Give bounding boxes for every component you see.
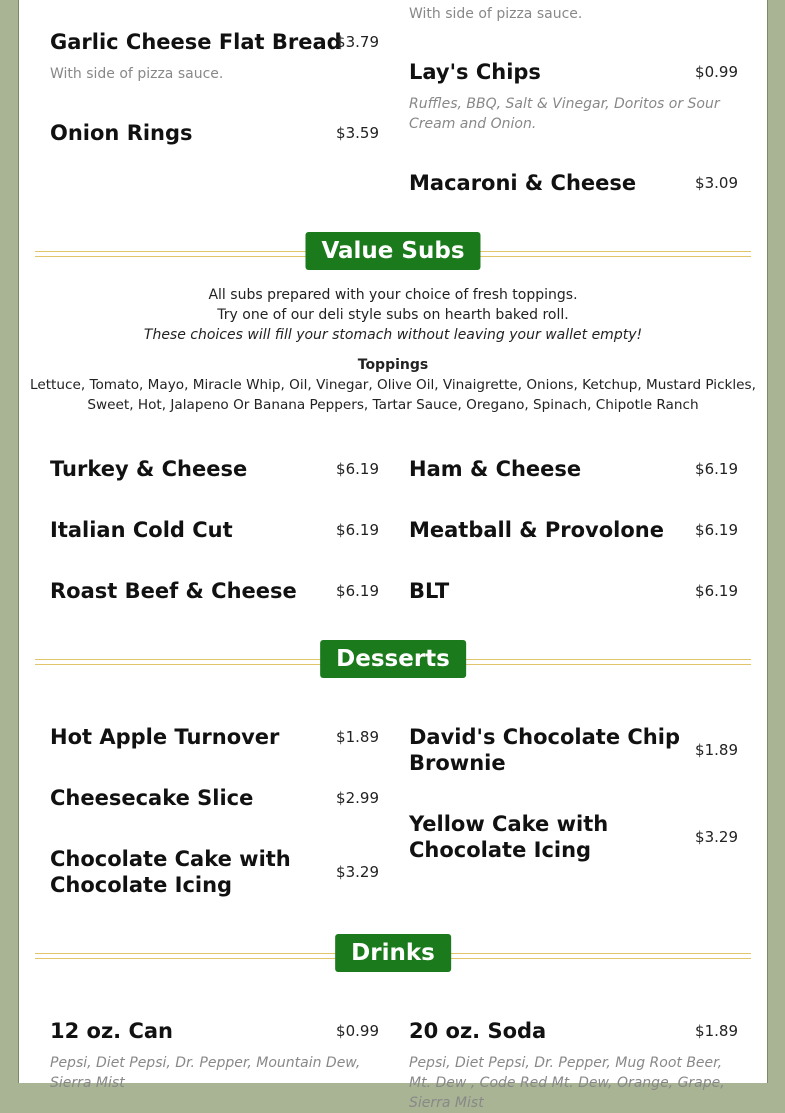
item-price: $3.09	[695, 174, 738, 192]
item-name-line-2: Chocolate Icing	[409, 838, 592, 862]
item-name: Macaroni & Cheese	[409, 171, 637, 195]
section-intro: Try one of our deli style subs on hearth baked roll.	[217, 307, 569, 323]
item-price: $3.29	[336, 863, 379, 881]
item-name: Turkey & Cheese	[50, 457, 248, 481]
menu-item-ham-cheese[interactable]	[409, 456, 738, 482]
menu-item-macaroni-cheese[interactable]	[409, 170, 738, 196]
item-name: Onion Rings	[50, 121, 193, 145]
item-price: $6.19	[695, 460, 738, 478]
item-price: $0.99	[336, 1022, 379, 1040]
item-name: Meatball & Provolone	[409, 518, 664, 542]
toppings-list: Sweet, Hot, Jalapeno Or Banana Peppers, Tartar Sauce, Oregano, Spinach, Chipotle Ranch	[87, 397, 699, 413]
menu-item-davids-chocolate-chip-brownie[interactable]	[409, 724, 738, 776]
menu-item-20oz-soda[interactable]	[409, 1018, 738, 1111]
item-name-line-2: Chocolate Icing	[50, 873, 233, 897]
item-description: Pepsi, Diet Pepsi, Dr. Pepper, Mountain Dew, Sierra Mist	[50, 1055, 361, 1091]
item-price: $2.99	[336, 789, 379, 807]
section-header-drinks: Drinks	[335, 934, 451, 972]
item-price: $3.79	[336, 33, 379, 51]
section-tagline: These choices will fill your stomach without leaving your wallet empty!	[143, 327, 643, 343]
menu-item-12oz-can[interactable]	[50, 1018, 379, 1091]
item-name: Hot Apple Turnover	[50, 725, 280, 749]
menu-item-onion-rings[interactable]	[50, 120, 379, 146]
item-description: Pepsi, Diet Pepsi, Dr. Pepper, Mug Root Beer, Mt. Dew , Code Red Mt. Dew, Orange, Grape, Sierra Mist	[409, 1055, 725, 1111]
item-name: Roast Beef & Cheese	[50, 579, 297, 603]
item-price: $1.89	[336, 728, 379, 746]
item-description: Ruffles, BBQ, Salt & Vinegar, Doritos or Sour Cream and Onion.	[409, 96, 720, 132]
item-description: With side of pizza sauce.	[50, 66, 224, 82]
item-name-line-1: David's Chocolate Chip	[409, 725, 680, 749]
item-name-line-2: Brownie	[409, 751, 506, 775]
item-price: $3.29	[695, 828, 738, 846]
item-name: Garlic Cheese Flat Bread	[50, 30, 342, 54]
section-intro: All subs prepared with your choice of fresh toppings.	[208, 287, 578, 303]
item-price: $3.59	[336, 124, 379, 142]
menu-item-chocolate-cake-chocolate-icing[interactable]	[50, 846, 379, 898]
item-name: 12 oz. Can	[50, 1019, 174, 1043]
item-price: $6.19	[695, 521, 738, 539]
menu-page	[18, 0, 768, 1111]
menu-item-meatball-provolone[interactable]	[409, 517, 738, 543]
item-name: Ham & Cheese	[409, 457, 582, 481]
menu-item-roast-beef-cheese[interactable]	[50, 578, 379, 604]
toppings-label: Toppings	[357, 357, 429, 373]
menu-item-lays-chips[interactable]	[409, 59, 738, 139]
item-price: $6.19	[336, 521, 379, 539]
menu-item-blt[interactable]	[409, 578, 738, 604]
menu-item-turkey-cheese[interactable]	[50, 456, 379, 482]
menu-item-hot-apple-turnover[interactable]	[50, 724, 379, 750]
item-price: $0.99	[695, 63, 738, 81]
menu-item-garlic-cheese-flat-bread[interactable]	[50, 29, 379, 89]
item-name: Cheesecake Slice	[50, 786, 254, 810]
item-price: $1.89	[695, 741, 738, 759]
item-name: BLT	[409, 579, 450, 603]
item-name: Italian Cold Cut	[50, 518, 233, 542]
item-price: $1.89	[695, 1022, 738, 1040]
toppings-list: Lettuce, Tomato, Mayo, Miracle Whip, Oil, Vinegar, Olive Oil, Vinaigrette, Onions, Ketchup, Mustard Pickles,	[30, 377, 756, 393]
item-price: $6.19	[336, 460, 379, 478]
menu-item-cheesecake-slice[interactable]	[50, 785, 379, 811]
item-name-line-1: Chocolate Cake with	[50, 847, 291, 871]
menu-item-yellow-cake-chocolate-icing[interactable]	[409, 811, 738, 863]
item-description: With side of pizza sauce.	[409, 6, 583, 22]
item-name: Lay's Chips	[409, 60, 541, 84]
item-name: 20 oz. Soda	[409, 1019, 547, 1043]
item-name-line-1: Yellow Cake with	[409, 812, 609, 836]
section-header-desserts: Desserts	[320, 640, 466, 678]
item-price: $6.19	[336, 582, 379, 600]
section-header-value-subs: Value Subs	[305, 232, 480, 270]
item-price: $6.19	[695, 582, 738, 600]
menu-item-italian-cold-cut[interactable]	[50, 517, 379, 543]
